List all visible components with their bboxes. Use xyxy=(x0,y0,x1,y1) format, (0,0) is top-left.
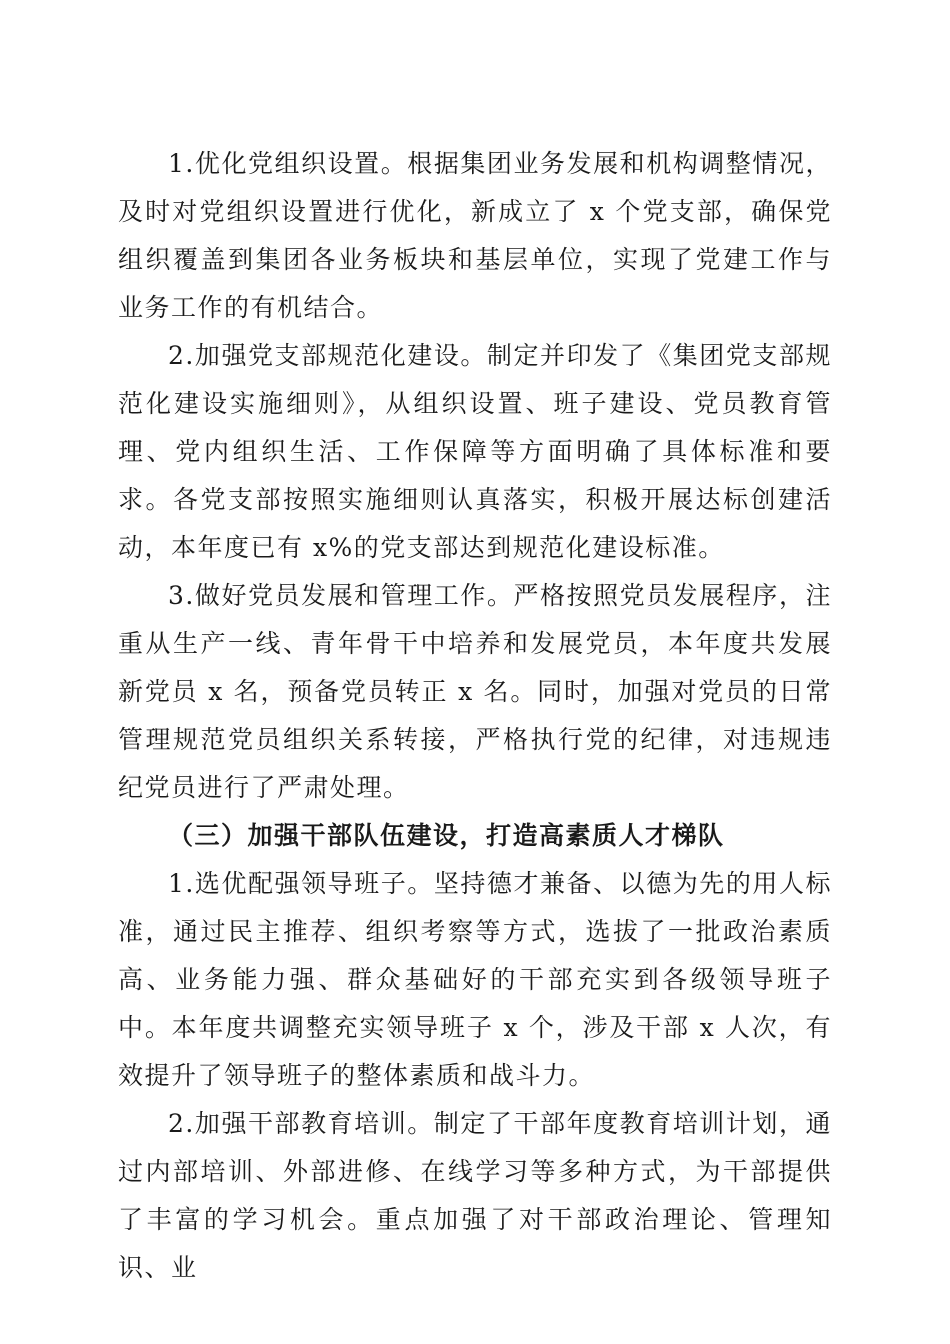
document-page xyxy=(118,140,832,1292)
paragraph-member-development: 3.做好党员发展和管理工作。严格按照党员发展程序，注重从生产一线、青年骨干中培养和发展党员，本年度共发展新党员 x 名，预备党员转正 x 名。同时，加强对党员的日常管理规范党员组织关系转接，严格执行党的纪律，对违规违纪党员进行了严肃处理。 xyxy=(118,581,832,802)
paragraph-leadership-team: 1.选优配强领导班子。坚持德才兼备、以德为先的用人标准，通过民主推荐、组织考察等方式，选拔了一批政治素质高、业务能力强、群众基础好的干部充实到各级领导班子中。本年度共调整充实领导班子 x 个，涉及干部 x 人次，有效提升了领导班子的整体素质和战斗力。 xyxy=(118,869,832,1090)
paragraph-cadre-training: 2.加强干部教育培训。制定了干部年度教育培训计划，通过内部培训、外部进修、在线学习等多种方式，为干部提供了丰富的学习机会。重点加强了对干部政治理论、管理知识、业 xyxy=(118,1109,832,1282)
paragraph-branch-standardization: 2.加强党支部规范化建设。制定并印发了《集团党支部规范化建设实施细则》，从组织设置、班子建设、党员教育管理、党内组织生活、工作保障等方面明确了具体标准和要求。各党支部按照实施细则认真落实，积极开展达标创建活动，本年度已有 x%的党支部达到规范化建设标准。 xyxy=(118,341,832,562)
section-heading-cadre-team: （三）加强干部队伍建设，打造高素质人才梯队 xyxy=(168,821,725,850)
paragraph-optimize-party-organization: 1.优化党组织设置。根据集团业务发展和机构调整情况，及时对党组织设置进行优化，新成立了 x 个党支部，确保党组织覆盖到集团各业务板块和基层单位，实现了党建工作与业务工作的有机结合。 xyxy=(118,149,832,322)
